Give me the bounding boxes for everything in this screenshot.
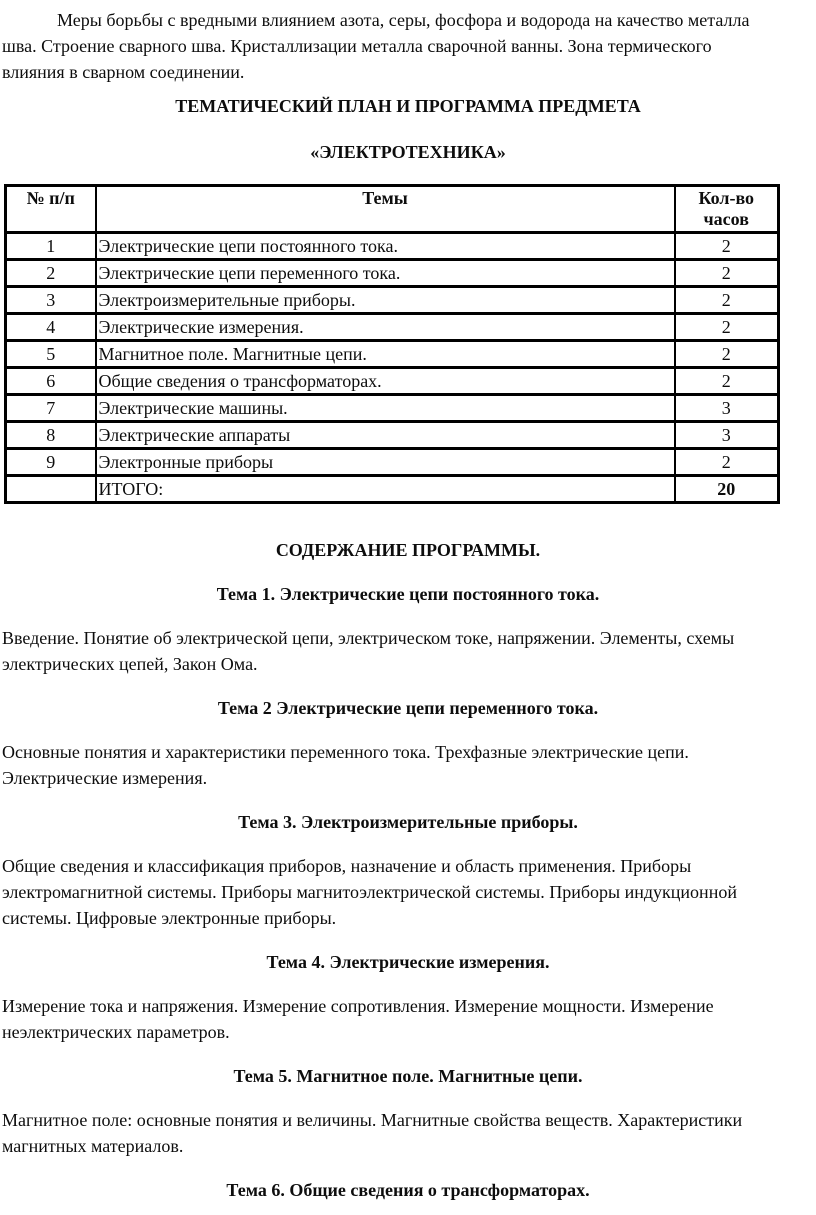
row-num: 1 [6,233,96,260]
row-topic: Электрические цепи переменного тока. [96,260,675,287]
table-total-row [6,476,779,503]
row-num: 5 [6,341,96,368]
topic-1-body: Введение. Понятие об электрической цепи, электрическом токе, напряжении. Элементы, схемы электрических цепей, Закон Ома. [2,628,735,674]
table-header-row [6,186,779,233]
row-topic: Магнитное поле. Магнитные цепи. [96,341,675,368]
table-row [6,233,779,260]
topic-3-heading: Тема 3. Электроизмерительные приборы. [238,812,578,832]
header-num: № п/п [6,186,96,233]
row-hours: 2 [675,233,779,260]
row-num: 7 [6,395,96,422]
row-topic: Электрические машины. [96,395,675,422]
row-num: 3 [6,287,96,314]
table-row [6,395,779,422]
main-title: ТЕМАТИЧЕСКИЙ ПЛАН И ПРОГРАММА ПРЕДМЕТА [175,96,641,116]
row-num: 8 [6,422,96,449]
row-num: 9 [6,449,96,476]
thematic-plan-table [4,184,780,504]
row-topic: Электрические цепи постоянного тока. [96,233,675,260]
topic-5-body: Магнитное поле: основные понятия и величины. Магнитные свойства веществ. Характеристики магнитных материалов. [2,1110,743,1156]
topic-5-heading: Тема 5. Магнитное поле. Магнитные цепи. [233,1066,583,1086]
row-num: 2 [6,260,96,287]
row-topic: Электронные приборы [96,449,675,476]
row-hours: 2 [675,314,779,341]
table-row [6,368,779,395]
topic-4-heading: Тема 4. Электрические измерения. [266,952,550,972]
table-row [6,422,779,449]
row-hours: 3 [675,395,779,422]
topic-2-heading: Тема 2 Электрические цепи переменного тока. [217,698,599,718]
total-label: ИТОГО: [96,476,675,503]
row-num: 6 [6,368,96,395]
topic-4-body: Измерение тока и напряжения. Измерение сопротивления. Измерение мощности. Измерение неэлектрических параметров. [2,996,714,1042]
content-section-title: СОДЕРЖАНИЕ ПРОГРАММЫ. [275,540,541,560]
total-hours: 20 [675,476,779,503]
row-topic: Электрические аппараты [96,422,675,449]
row-topic: Общие сведения о трансформаторах. [96,368,675,395]
intro-paragraph: Меры борьбы с вредными влиянием азота, серы, фосфора и водорода на качество металла шва. Строение сварного шва. Кристаллизации металла сварочной ванны. Зона термического влияния в сварном соединении. [2,10,750,82]
row-hours: 2 [675,287,779,314]
row-hours: 2 [675,260,779,287]
row-hours: 2 [675,449,779,476]
topic-1-heading: Тема 1. Электрические цепи постоянного тока. [216,584,600,604]
header-topic: Темы [96,186,675,233]
row-num: 4 [6,314,96,341]
row-topic: Электроизмерительные приборы. [96,287,675,314]
row-topic: Электрические измерения. [96,314,675,341]
row-hours: 3 [675,422,779,449]
subject-title: «ЭЛЕКТРОТЕХНИКА» [310,142,506,162]
header-hours: Кол-во часов [675,186,779,233]
topic-6-heading: Тема 6. Общие сведения о трансформаторах. [226,1180,590,1200]
topic-3-body: Общие сведения и классификация приборов, назначение и область применения. Приборы электромагнитной системы. Приборы магнитоэлектрической системы. Приборы индукционной системы. Цифровые электронные приборы. [2,856,737,928]
table-row [6,287,779,314]
table-row [6,260,779,287]
topic-2-body: Основные понятия и характеристики переменного тока. Трехфазные электрические цепи. Электрические измерения. [2,742,689,788]
total-num-empty [6,476,96,503]
table-row [6,449,779,476]
row-hours: 2 [675,368,779,395]
table-row [6,341,779,368]
row-hours: 2 [675,341,779,368]
table-row [6,314,779,341]
